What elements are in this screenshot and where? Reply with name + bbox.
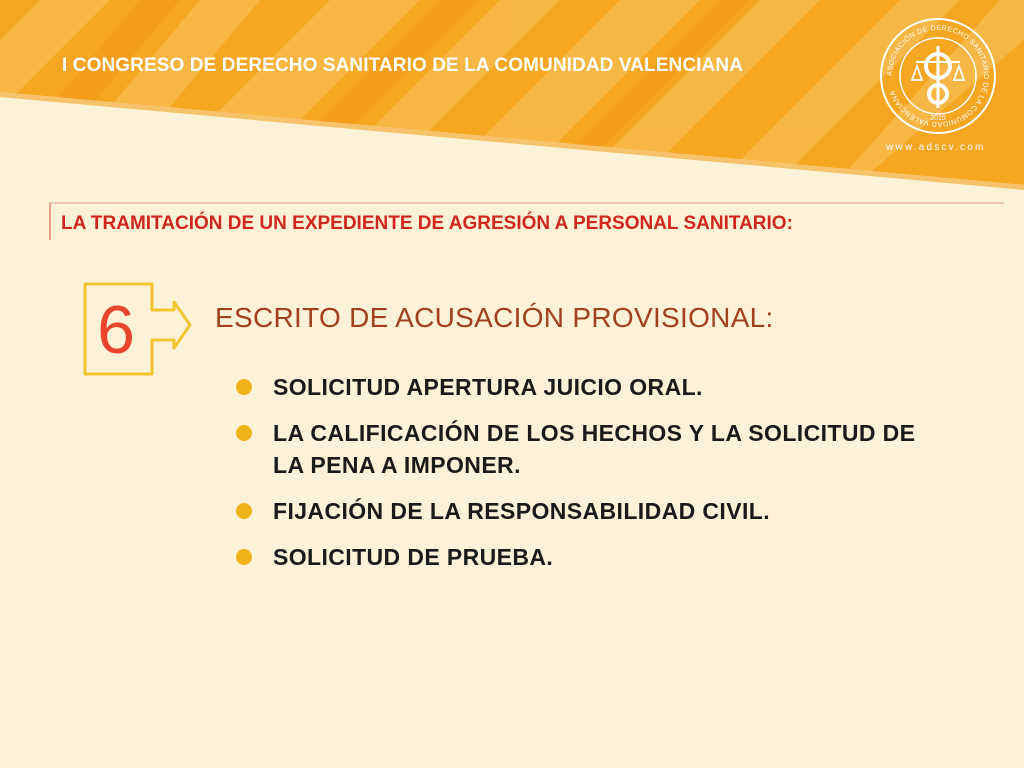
association-seal-logo [878, 16, 998, 136]
section-title: ESCRITO DE ACUSACIÓN PROVISIONAL: [215, 302, 774, 333]
bullet-dot-icon [236, 379, 252, 395]
list-item-text: LA CALIFICACIÓN DE LOS HECHOS Y LA SOLICITUD DE LA PENA A IMPONER. [273, 420, 916, 478]
list-item [236, 417, 933, 481]
list-item-text: FIJACIÓN DE LA RESPONSABILIDAD CIVIL. [273, 498, 770, 524]
list-item [236, 495, 933, 527]
bullet-dot-icon [236, 425, 252, 441]
svg-text:ASOCIACIÓN DE DERECHO SANITARI: ASOCIACIÓN DE DERECHO SANITARIO DE LA COMUNIDAD VALENCIANA [884, 22, 992, 130]
bullet-dot-icon [236, 503, 252, 519]
bullet-dot-icon [236, 549, 252, 565]
list-item [236, 371, 933, 403]
header-banner [0, 0, 1024, 190]
slide-subtitle: LA TRAMITACIÓN DE UN EXPEDIENTE DE AGRESIÓN A PERSONAL SANITARIO: [61, 213, 793, 234]
list-item-text: SOLICITUD DE PRUEBA. [273, 544, 554, 570]
bullet-list [236, 371, 933, 587]
step-number: 6 [97, 292, 135, 368]
svg-text:2015: 2015 [930, 115, 946, 122]
list-item-text: SOLICITUD APERTURA JUICIO ORAL. [273, 374, 703, 400]
website-url[interactable]: www.adscv.com [886, 142, 986, 153]
header-title: I CONGRESO DE DERECHO SANITARIO DE LA COMUNIDAD VALENCIANA [62, 55, 744, 76]
list-item [236, 541, 933, 573]
